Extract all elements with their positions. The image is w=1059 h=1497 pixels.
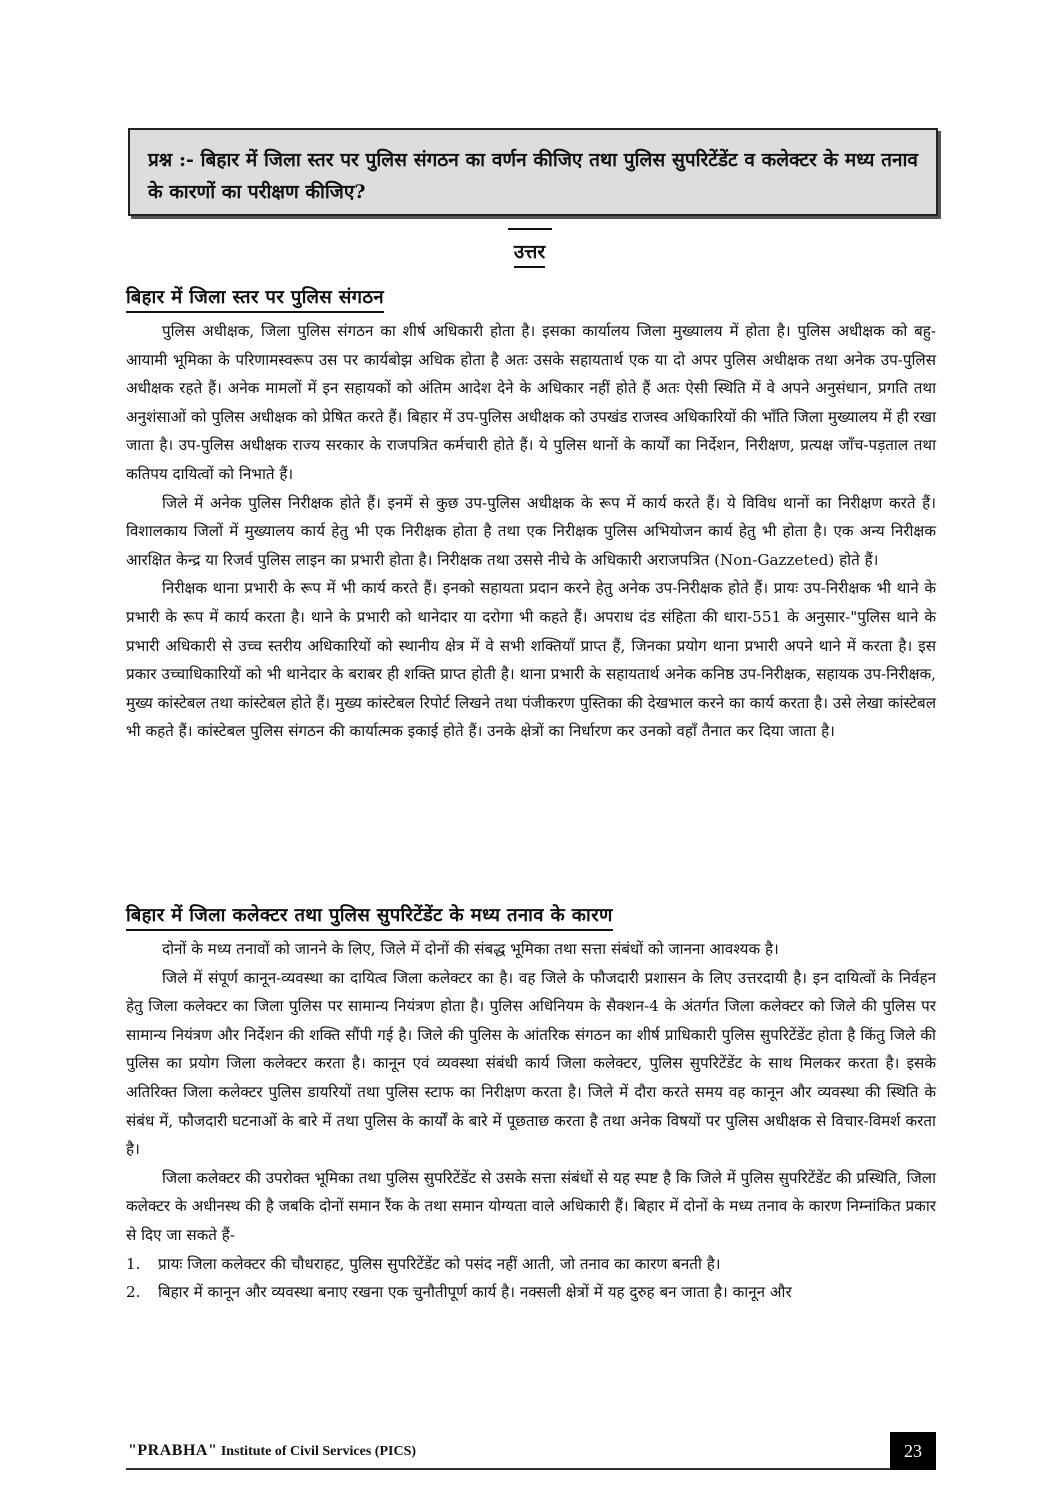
list-item-text: बिहार में कानून और व्यवस्था बनाए रखना एक चुनौतीपूर्ण कार्य है। नक्सली क्षेत्रों में यह दुरुह बन जाता है। कानून और — [158, 1283, 792, 1302]
list-item-text: प्रायः जिला कलेक्टर की चौधराहट, पुलिस सुपरिटेंडेंट को पसंद नहीं आती, जो तनाव का कारण बनती है। — [158, 1254, 721, 1273]
answer-heading: उत्तर — [514, 238, 545, 268]
question-text: प्रश्न :- बिहार में जिला स्तर पर पुलिस संगठन का वर्णन कीजिए तथा पुलिस सुपरिटेंडेंट व कलेक्टर के मध्य तनाव के कारणों का परीक्षण कीजिए? — [148, 149, 918, 203]
answer-top-rule — [508, 228, 552, 230]
paragraph: दोनों के मध्य तनावों को जानने के लिए, जिले में दोनों की संबद्ध भूमिका तथा सत्ता संबंधों को जानना आवश्यक है। — [162, 940, 779, 958]
paragraph: पुलिस अधीक्षक, जिला पुलिस संगठन का शीर्ष अधिकारी होता है। इसका कार्यालय जिला मुख्यालय में होता है। पुलिस अधीक्षक को बहु-आयामी भूमिका के परिणामस्वरूप उस पर कार्यबोझ अधिक होता है अतः उसके सहायतार्थ एक या दो अपर पुलिस अधीक्षक तथा अनेक उप-पुलिस अधीक्षक रहते हैं। अनेक मामलों में इन सहायकों को अंतिम आदेश देने के अधिकार नहीं होते हैं अतः ऐसी स्थिति में वे अपने अनुसंधान, प्रगति तथा अनुशंसाओं को पुलिस अधीक्षक को प्रेषित करते हैं। बिहार में उप-पुलिस अधीक्षक को उपखंड राजस्व अधिकारियों की भाँति जिला मुख्यालय में ही रखा जाता है। उप-पुलिस अधीक्षक राज्य सरकार के राजपत्रित कर्मचारी होते हैं। ये पुलिस थानों के कार्यों का निर्देशन, निरीक्षण, प्रत्यक्ष जाँच-पड़ताल तथा कतिपय दायित्वों को निभाते हैं। — [126, 322, 936, 483]
page-number: 23 — [890, 1432, 936, 1470]
list-item-number: 2. — [126, 1283, 141, 1302]
footer-institute — [128, 1442, 416, 1460]
footer-rule — [126, 1468, 936, 1470]
section-body-tension-causes — [126, 935, 936, 1307]
footer-institute-name: Institute of Civil Services (PICS) — [220, 1444, 417, 1459]
footer-brand: "PRABHA" — [128, 1442, 218, 1459]
section-body-police-organisation — [126, 317, 936, 746]
paragraph: जिला कलेक्टर की उपरोक्त भूमिका तथा पुलिस सुपरिटेंडेंट से उसके सत्ता संबंधों से यह स्पष्ट है कि जिले में पुलिस सुपरिटेंडेंट की प्रस्थिति, जिला कलेक्टर के अधीनस्थ की है जबकि दोनों समान रैंक के तथा समान योग्यता वाले अधिकारी हैं। बिहार में दोनों के मध्य तनाव के कारण निम्नांकित प्रकार से दिए जा सकते हैं- — [126, 1168, 936, 1244]
tension-causes-list — [126, 1250, 936, 1307]
paragraph: जिले में संपूर्ण कानून-व्यवस्था का दायित्व जिला कलेक्टर का है। वह जिले के फौजदारी प्रशासन के लिए उत्तरदायी है। इन दायित्वों के निर्वहन हेतु जिला कलेक्टर का जिला पुलिस पर सामान्य नियंत्रण होता है। पुलिस अधिनियम के सैक्शन-4 के अंतर्गत जिला कलेक्टर को जिले की पुलिस पर सामान्य नियंत्रण और निर्देशन की शक्ति सौंपी गई है। जिले की पुलिस के आंतरिक संगठन का शीर्ष प्राधिकारी पुलिस सुपरिटेंडेंट होता है किंतु जिले की पुलिस का प्रयोग जिला कलेक्टर करता है। कानून एवं व्यवस्था संबंधी कार्य जिला कलेक्टर, पुलिस सुपरिटेंडेंट के साथ मिलकर करता है। इसके अतिरिक्त जिला कलेक्टर पुलिस डायरियों तथा पुलिस स्टाफ का निरीक्षण करता है। जिले में दौरा करते समय वह कानून और व्यवस्था की स्थिति के संबंध में, फौजदारी घटनाओं के बारे में तथा पुलिस के कार्यों के बारे में पूछताछ करता है तथा अनेक विषयों पर पुलिस अधीक्षक से विचार-विमर्श करता है। — [126, 968, 936, 1159]
paragraph: निरीक्षक थाना प्रभारी के रूप में भी कार्य करते हैं। इनको सहायता प्रदान करने हेतु अनेक उप-निरीक्षक होते हैं। प्रायः उप-निरीक्षक भी थाने के प्रभारी के रूप में कार्य करता है। थाने के प्रभारी को थानेदार या दरोगा भी कहते हैं। अपराध दंड संहिता की धारा-551 के अनुसार-"पुलिस थाने के प्रभारी अधिकारी से उच्च स्तरीय अधिकारियों को स्थानीय क्षेत्र में वे सभी शक्तियाँ प्राप्त हैं, जिनका प्रयोग थाना प्रभारी अपने थाने में करता है। इस प्रकार उच्चाधिकारियों को भी थानेदार के बराबर ही शक्ति प्राप्त होती है। थाना प्रभारी के सहायतार्थ अनेक कनिष्ठ उप-निरीक्षक, सहायक उप-निरीक्षक, मुख्य कांस्टेबल तथा कांस्टेबल होते हैं। मुख्य कांस्टेबल रिपोर्ट लिखने तथा पंजीकरण पुस्तिका की देखभाल करने का कार्य करता है। उसे लेखा कांस्टेबल भी कहते हैं। कांस्टेबल पुलिस संगठन की कार्यात्मक इकाई होते हैं। उनके क्षेत्रों का निर्धारण कर उनको वहाँ तैनात कर दिया जाता है। — [126, 579, 936, 741]
list-item-number: 1. — [126, 1254, 141, 1273]
answer-heading-wrap — [0, 228, 1059, 268]
section-heading-tension-causes: बिहार में जिला कलेक्टर तथा पुलिस सुपरिटेंडेंट के मध्य तनाव के कारण — [126, 902, 613, 931]
paragraph: जिले में अनेक पुलिस निरीक्षक होते हैं। इनमें से कुछ उप-पुलिस अधीक्षक के रूप में कार्य करते हैं। ये विविध थानों का निरीक्षण करते हैं। विशालकाय जिलों में मुख्यालय कार्य हेतु भी एक निरीक्षक होता है तथा एक निरीक्षक पुलिस अभियोजन कार्य हेतु भी होता है। एक अन्य निरीक्षक आरक्षित केन्द्र या रिजर्व पुलिस लाइन का प्रभारी होता है। निरीक्षक तथा उससे नीचे के अधिकारी अराजपत्रित (Non-Gazzeted) होते हैं। — [126, 493, 936, 569]
list-item — [126, 1278, 936, 1307]
section-heading-police-organisation: बिहार में जिला स्तर पर पुलिस संगठन — [126, 284, 384, 313]
list-item — [126, 1250, 936, 1279]
question-box — [128, 128, 938, 216]
